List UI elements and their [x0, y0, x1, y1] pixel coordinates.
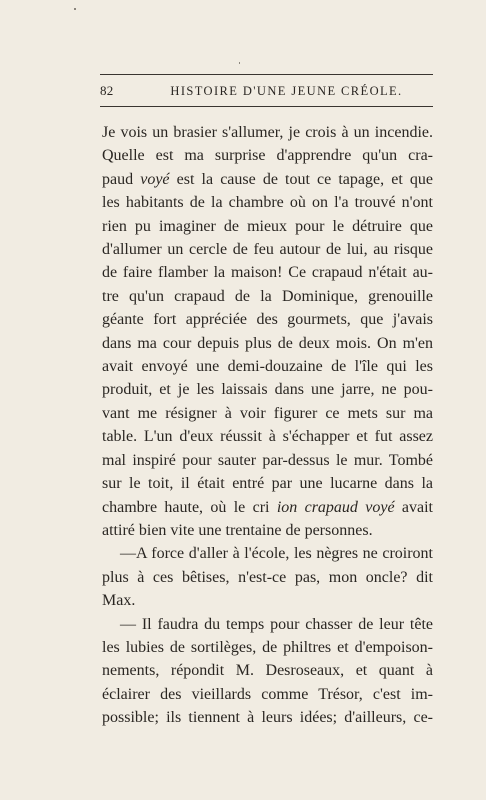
text-line: [102, 659, 433, 682]
line-text: — Il faudra du temps pour chasser de leur tête: [120, 615, 433, 633]
line-text: les habitants de la chambre où on l'a trouvé n'ont: [102, 194, 433, 212]
text-line: [102, 378, 433, 401]
line-text: avait envoyé une demi-douzaine de l'île qui les: [102, 358, 433, 376]
text-line: [102, 332, 433, 355]
running-head: HISTOIRE D'UNE JEUNE CRÉOLE.: [170, 83, 403, 98]
line-text: éclairer des vieillards comme Trésor, c'est im-: [102, 685, 433, 703]
paper-speck: [239, 62, 240, 64]
text-line: [102, 285, 433, 308]
line-text: plus à ces bêtises, n'est-ce pas, mon oncle? dit: [102, 568, 433, 586]
page-number: 82: [100, 83, 114, 98]
text-line: [102, 144, 433, 167]
text-line: [102, 215, 433, 238]
line-text: de faire flamber la maison! Ce crapaud n'était au-: [102, 264, 433, 282]
header-rule-top: [100, 74, 433, 75]
line-text: attiré bien vite une trentaine de personnes.: [102, 521, 373, 539]
text-line: [102, 308, 433, 331]
text-line: [102, 542, 433, 565]
header-rule-bottom: [100, 106, 433, 107]
text-line: [102, 496, 433, 519]
text-line: [102, 168, 433, 191]
line-text: tre qu'un crapaud de la Dominique, grenouille: [102, 287, 433, 305]
line-text: possible; ils tiennent à leurs idées; d'ailleurs, ce-: [102, 709, 433, 727]
text-line: [102, 472, 433, 495]
line-text: table. L'un d'eux réussit à s'échapper et fut assez: [102, 428, 433, 446]
line-text: produit, et je les laissais dans une jarre, ne pou-: [102, 381, 433, 399]
body-text: [102, 121, 433, 730]
line-text: nements, répondit M. Desroseaux, et quant à: [102, 662, 433, 680]
text-line: [102, 425, 433, 448]
line-text: rien pu imaginer de mieux pour le détruire que: [102, 217, 433, 235]
line-text: géante fort appréciée des gourmets, que j'avais: [102, 311, 433, 329]
paper-speck: [74, 8, 76, 10]
italic-term: voyé: [140, 170, 170, 188]
line-text: d'allumer un cercle de feu autour de lui, au risque: [102, 241, 433, 259]
line-text: chambre haute, où le cri: [102, 498, 277, 516]
line-text: paud: [102, 170, 141, 188]
text-line: [102, 191, 433, 214]
text-line: [102, 566, 433, 589]
text-line: [102, 519, 433, 542]
italic-term: ion crapaud voyé: [276, 498, 395, 516]
line-text: sur le toit, il était entré par une lucarne dans la: [102, 475, 433, 493]
line-text: les lubies de sortilèges, de philtres et d'empoison-: [102, 638, 433, 656]
line-text: est la cause de tout ce tapage, et que: [169, 170, 433, 188]
text-line: [102, 449, 433, 472]
line-text: Quelle est ma surprise d'apprendre qu'un cra-: [102, 147, 433, 165]
text-line: [102, 355, 433, 378]
text-line: [102, 636, 433, 659]
line-text: Je vois un brasier s'allumer, je crois à un incendie.: [102, 124, 433, 141]
line-text: Max.: [102, 592, 136, 610]
text-line: [102, 261, 433, 284]
line-text: dans ma cour depuis plus de deux mois. On m'en: [102, 334, 433, 352]
text-line: [102, 402, 433, 425]
text-line: [102, 613, 433, 636]
text-line: [102, 683, 433, 706]
line-text: vant me résigner à voir figurer ce mets sur ma: [102, 404, 433, 422]
text-line: [102, 706, 433, 729]
line-text: —A force d'aller à l'école, les nègres ne croiront: [120, 545, 433, 563]
line-text: avait: [394, 498, 434, 516]
text-line: [102, 238, 433, 261]
line-text: mal inspiré pour sauter par-dessus le mur. Tombé: [102, 451, 433, 469]
text-line: [102, 589, 433, 612]
page-header: [100, 80, 433, 102]
text-line: [102, 121, 433, 144]
